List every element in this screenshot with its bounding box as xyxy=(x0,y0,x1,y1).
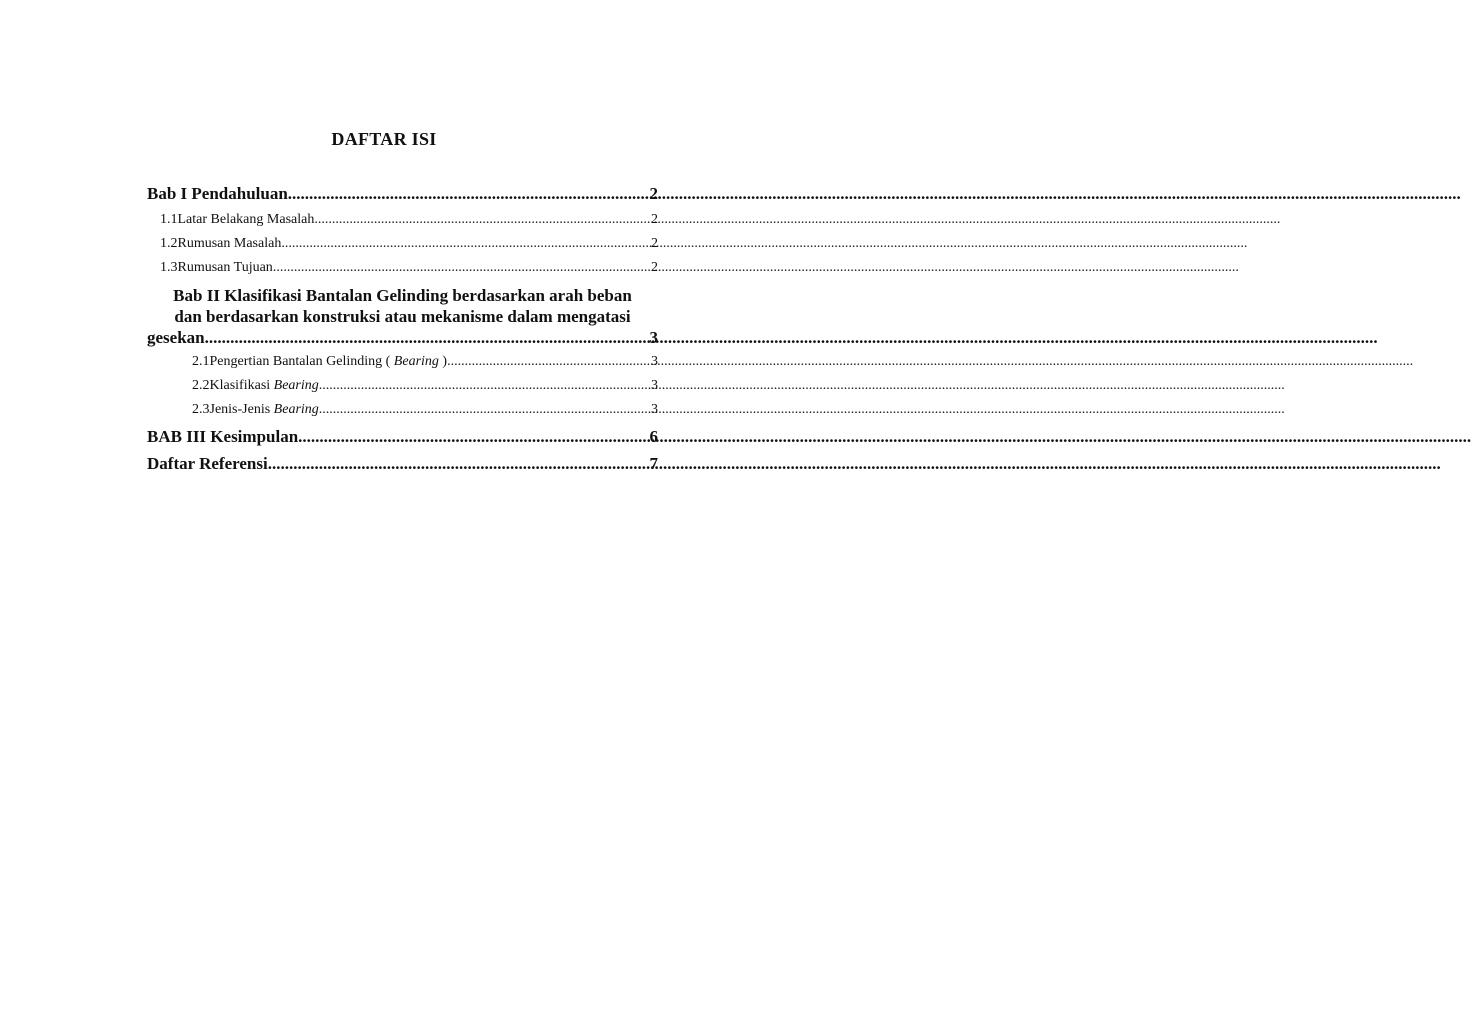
toc-entry-2-2[interactable] xyxy=(147,378,658,394)
toc-page-number: 2 xyxy=(649,184,658,203)
toc-entry-1-3[interactable] xyxy=(147,260,658,276)
toc-entry-bab-2[interactable] xyxy=(147,285,658,348)
toc-entry-1-2[interactable] xyxy=(147,236,658,252)
toc-entry-number: 1.1 xyxy=(160,212,178,227)
toc-entry-label-line-1: Bab II Klasifikasi Bantalan Gelinding berdasarkan arah beban xyxy=(173,286,632,305)
toc-entry-bab-3[interactable] xyxy=(147,427,658,447)
toc-entry-2-1[interactable] xyxy=(147,354,658,370)
toc-label-text: Jenis-Jenis xyxy=(209,402,274,417)
toc-page-number: 2 xyxy=(651,236,658,251)
page-title: DAFTAR ISI xyxy=(331,129,437,149)
toc-entry-number: 2.2 xyxy=(192,378,210,393)
toc-entry-number: 1.3 xyxy=(160,260,178,275)
toc-entry-daftar-referensi[interactable] xyxy=(147,454,658,474)
toc-entry-1-1[interactable] xyxy=(147,212,658,228)
toc-entry-label xyxy=(210,402,319,418)
toc-entry-label xyxy=(210,378,319,394)
toc-page-number: 2 xyxy=(651,212,658,227)
toc-entry-number: 2.3 xyxy=(192,402,210,417)
toc-leader-dots xyxy=(268,454,650,474)
toc-entry-label: Rumusan Masalah xyxy=(177,236,282,251)
toc-leader-dots xyxy=(281,236,651,252)
toc-leader-dots xyxy=(447,354,651,370)
toc-page-number: 3 xyxy=(649,328,658,347)
toc-label-italic: Bearing xyxy=(273,402,319,417)
toc-entry-label-line-3: gesekan xyxy=(147,328,205,347)
toc-page-number: 7 xyxy=(649,454,658,473)
toc-entry-label: Latar Belakang Masalah xyxy=(177,212,315,227)
toc-page-number: 3 xyxy=(651,402,658,417)
toc-entry-number: 1.2 xyxy=(160,236,178,251)
toc-entry-label: Rumusan Tujuan xyxy=(177,260,273,275)
toc-leader-dots xyxy=(205,327,650,348)
toc-entry-label xyxy=(210,354,448,370)
toc-leader-dots xyxy=(288,184,650,204)
toc-page-number: 3 xyxy=(651,354,658,369)
toc-page-number: 6 xyxy=(649,427,658,446)
toc-entry-label: Bab I Pendahuluan xyxy=(147,184,288,203)
toc-leader-dots xyxy=(273,260,651,276)
toc-label-text: Pengertian Bantalan Gelinding ( xyxy=(209,354,394,369)
toc-page-number: 3 xyxy=(651,378,658,393)
toc-entry-number: 2.1 xyxy=(192,354,210,369)
toc-label-text: ) xyxy=(438,354,448,369)
toc-leader-dots xyxy=(298,427,649,447)
toc-leader-dots xyxy=(319,378,651,394)
toc-label-italic: Bearing xyxy=(273,378,319,393)
toc-page-number: 2 xyxy=(651,260,658,275)
toc-label-text: Klasifikasi xyxy=(209,378,274,393)
toc-entry-bab-1[interactable] xyxy=(147,184,658,204)
toc-leader-dots xyxy=(319,402,651,418)
toc-entry-label-line-2: dan berdasarkan konstruksi atau mekanisme dalam mengatasi xyxy=(174,307,631,326)
toc-entry-label: BAB III Kesimpulan xyxy=(147,427,299,446)
toc-entry-label: Daftar Referensi xyxy=(147,454,268,473)
toc-label-italic: Bearing xyxy=(393,354,439,369)
toc-leader-dots xyxy=(314,212,651,228)
toc-entry-2-3[interactable] xyxy=(147,402,658,418)
